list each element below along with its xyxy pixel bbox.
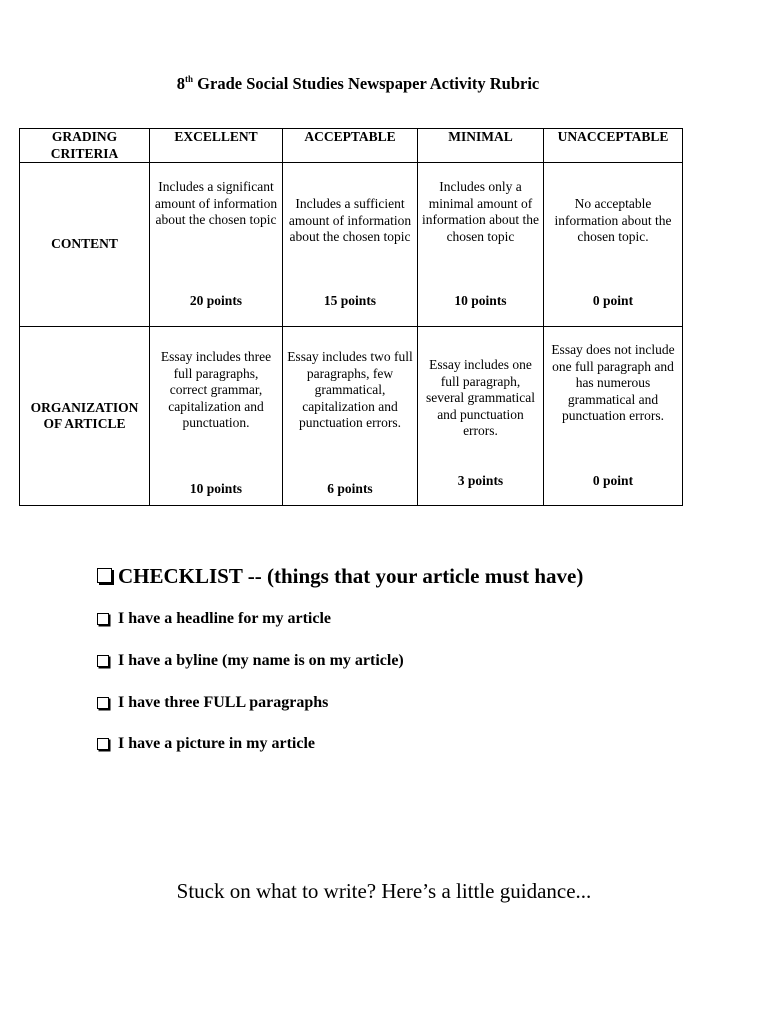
checklist-item (96, 735, 315, 753)
cell-points: 0 point (592, 293, 634, 308)
checklist-item-label: I have a headline for my article (118, 610, 332, 627)
checkbox-icon[interactable] (97, 697, 109, 709)
checklist-item (96, 694, 328, 712)
cell-description: Essay does not include one full paragraph and has numerous grammatical and punctuation errors. (551, 342, 675, 423)
title-grade-suffix: th (185, 74, 194, 84)
checklist-heading-text: CHECKLIST -- (things that your article must have) (118, 563, 584, 588)
checkbox-icon[interactable] (97, 738, 109, 750)
rubric-row-organization (20, 327, 683, 506)
rubric-cell (544, 327, 683, 506)
cell-description: Essay includes three full paragraphs, correct grammar, capitalization and punctuation. (160, 349, 272, 430)
checklist-item-label: I have a picture in my article (118, 735, 316, 752)
cell-description: Essay includes one full paragraph, several grammatical and punctuation errors. (425, 357, 536, 438)
rubric-cell (283, 327, 418, 506)
header-unacceptable: UNACCEPTABLE (544, 129, 683, 163)
cell-description: Includes a sufficient amount of information about the chosen topic (288, 196, 412, 244)
rubric-table (19, 128, 683, 506)
cell-description: Includes only a minimal amount of information about the chosen topic (422, 179, 539, 244)
rubric-cell (283, 163, 418, 327)
header-acceptable: ACCEPTABLE (283, 129, 418, 163)
criteria-organization: ORGANIZATION OF ARTICLE (20, 327, 150, 506)
page-title (0, 74, 716, 94)
rubric-cell (418, 163, 544, 327)
title-text: Grade Social Studies Newspaper Activity Rubric (193, 74, 540, 93)
criteria-content: CONTENT (20, 163, 150, 327)
checklist-item-label: I have a byline (my name is on my article) (118, 652, 404, 669)
checkbox-icon[interactable] (97, 568, 112, 583)
checklist-item-label: I have three FULL paragraphs (118, 694, 329, 711)
checkbox-icon[interactable] (97, 655, 109, 667)
checkbox-icon[interactable] (97, 613, 109, 625)
cell-points: 3 points (457, 473, 504, 488)
rubric-cell (150, 163, 283, 327)
cell-points: 6 points (327, 481, 373, 496)
cell-points: 10 points (189, 481, 243, 496)
cell-description: No acceptable information about the chosen topic. (554, 196, 672, 244)
guidance-text: Stuck on what to write? Here’s a little guidance... (176, 879, 592, 903)
rubric-row-content (20, 163, 683, 327)
cell-points: 15 points (323, 293, 377, 308)
cell-points: 20 points (189, 293, 243, 308)
checklist (96, 562, 584, 752)
header-excellent: EXCELLENT (150, 129, 283, 163)
rubric-cell (418, 327, 544, 506)
cell-description: Includes a significant amount of information about the chosen topic (154, 179, 278, 227)
cell-description: Essay includes two full paragraphs, few grammatical, capitalization and punctuation errors. (287, 349, 413, 430)
rubric-cell (150, 327, 283, 506)
header-grading-criteria: GRADING CRITERIA (20, 129, 150, 163)
checklist-item (96, 610, 331, 628)
title-grade-number: 8 (176, 74, 186, 93)
rubric-cell (544, 163, 683, 327)
checklist-item (96, 652, 404, 670)
cell-points: 0 point (592, 473, 634, 488)
rubric-header-row (20, 129, 683, 163)
checklist-heading (96, 562, 583, 590)
header-minimal: MINIMAL (418, 129, 544, 163)
cell-points: 10 points (454, 293, 507, 308)
